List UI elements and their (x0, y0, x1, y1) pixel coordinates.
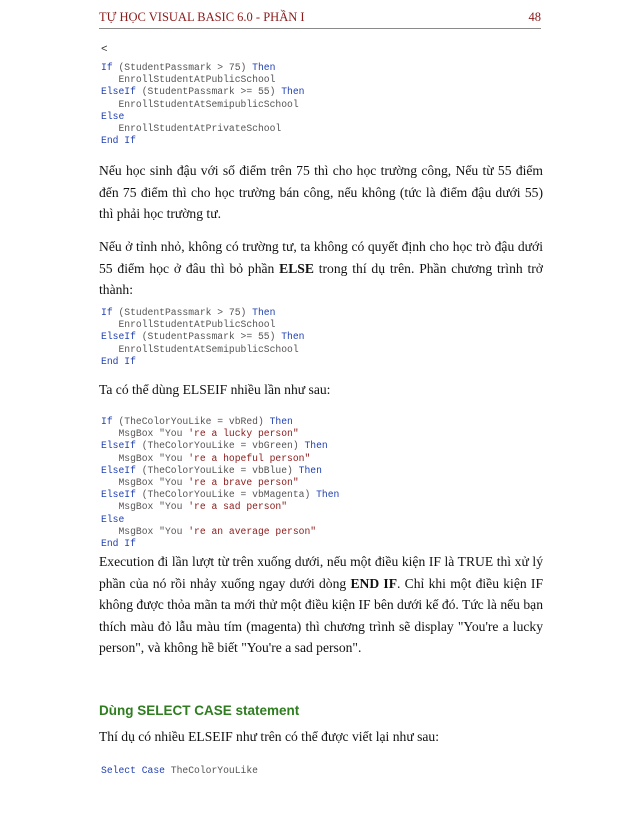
code-string: 're a brave person" (188, 476, 299, 488)
paragraph-2-text-a: Nếu ở tỉnh nhỏ, không có trường tư, ta không có quyết định cho học trò đậu dưới 55 điểm học ở đâu thì bỏ phần (99, 239, 543, 276)
code-keyword: If (101, 307, 113, 318)
code-line (101, 428, 339, 440)
code-text: (StudentPassmark > 75) (112, 62, 253, 73)
code-line (101, 319, 305, 331)
code-line (101, 514, 339, 526)
code-keyword: Select Case (101, 765, 165, 776)
code-line (101, 477, 339, 489)
keyword-else: ELSE (279, 260, 314, 276)
code-keyword: Then (281, 331, 305, 343)
code-line (101, 501, 339, 513)
section-heading: Dùng SELECT CASE statement (99, 703, 300, 718)
code-line (101, 489, 339, 501)
code-keyword: ElseIf (101, 440, 136, 452)
code-keyword: Then (281, 86, 305, 98)
code-string: 're an average person" (188, 525, 317, 537)
paragraph-2 (99, 236, 543, 301)
code-keyword: Then (304, 440, 328, 452)
paragraph-4-text-a: Execution đi lần lượt từ trên xuống dưới, nếu một điều kiện IF là TRUE thì xử lý phần của nó rồi nhảy xuống ngay dưới dòng (99, 554, 543, 591)
code-block-2 (101, 307, 305, 368)
code-line (101, 356, 305, 368)
paragraph-4 (99, 551, 543, 659)
code-text: EnrollStudentAtPublicSchool (101, 319, 276, 331)
keyword-end-if: END IF (350, 575, 398, 591)
code-keyword: Then (252, 307, 276, 318)
code-text: (TheColorYouLike = vbBlue) (135, 464, 299, 476)
stray-lt-symbol: < (101, 44, 108, 56)
code-line (101, 465, 339, 477)
code-keyword: If (101, 62, 113, 73)
code-keyword: End If (101, 537, 136, 549)
code-keyword: End If (101, 355, 136, 367)
code-line (101, 331, 305, 343)
code-string: 're a sad person" (188, 501, 288, 513)
code-text: (TheColorYouLike = vbRed) (112, 416, 270, 427)
code-text: EnrollStudentAtPrivateSchool (101, 122, 282, 134)
code-text: (TheColorYouLike = vbMagenta) (135, 489, 317, 501)
code-text: (StudentPassmark > 75) (112, 307, 253, 318)
code-text: TheColorYouLike (164, 765, 258, 776)
code-line (101, 453, 339, 465)
code-text: (TheColorYouLike = vbGreen) (135, 440, 305, 452)
header-title: TỰ HỌC VISUAL BASIC 6.0 - PHẦN I (99, 10, 305, 24)
code-line (101, 123, 305, 135)
code-text: EnrollStudentAtPublicSchool (101, 74, 276, 86)
code-keyword: ElseIf (101, 464, 136, 476)
code-text: MsgBox "You (101, 428, 189, 440)
code-line (101, 416, 339, 428)
code-keyword: ElseIf (101, 331, 136, 343)
code-keyword: ElseIf (101, 86, 136, 98)
code-keyword: Else (101, 513, 125, 525)
code-line (101, 135, 305, 147)
code-string: 're a hopeful person" (188, 452, 311, 464)
code-string: 're a lucky person" (188, 428, 299, 440)
paragraph-3: Ta có thể dùng ELSEIF nhiều lần như sau: (99, 382, 331, 397)
code-text: MsgBox "You (101, 452, 189, 464)
code-block-4 (101, 765, 258, 777)
code-keyword: Then (252, 62, 276, 73)
code-line (101, 538, 339, 550)
paragraph-2-text-b: trong thí dụ trên. Phần chương trình trở thành: (99, 260, 543, 297)
code-text: MsgBox "You (101, 476, 189, 488)
code-keyword: ElseIf (101, 489, 136, 501)
page-number: 48 (528, 10, 541, 24)
paragraph-4-text-b: . Chỉ khi một điều kiện IF không được thỏa mãn ta mới thử một điều kiện IF bên dưới kế đó. Tức là nếu bạn thích màu đỏ lẫu màu tím (magenta) thì chương trình sẽ display "You're a lucky person", và không hề biết "You're a sad person". (99, 575, 544, 655)
code-text: MsgBox "You (101, 501, 189, 513)
code-keyword: If (101, 416, 113, 427)
code-keyword: End If (101, 135, 136, 147)
page-header (99, 6, 541, 29)
code-block-3 (101, 416, 339, 550)
code-text: (StudentPassmark >= 55) (135, 331, 282, 343)
code-line (101, 440, 339, 452)
paragraph-5: Thí dụ có nhiều ELSEIF như trên có thể được viết lại như sau: (99, 729, 439, 744)
code-keyword: Then (316, 489, 340, 501)
code-text: (StudentPassmark >= 55) (135, 86, 282, 98)
paragraph-1: Nếu học sinh đậu với số điểm trên 75 thì cho học trường công, Nếu từ 55 điểm đến 75 điểm thì cho học trường bán công, nếu không (tức là điểm đậu dưới 55) thì phải học trường tư. (99, 163, 543, 221)
code-block-1 (101, 62, 305, 147)
code-keyword: Else (101, 110, 125, 122)
code-line (101, 526, 339, 538)
code-line (101, 344, 305, 356)
code-text: EnrollStudentAtSemipublicSchool (101, 343, 299, 355)
code-line (101, 307, 305, 319)
code-line (101, 86, 305, 98)
code-line (101, 99, 305, 111)
code-text: EnrollStudentAtSemipublicSchool (101, 98, 299, 110)
code-text: MsgBox "You (101, 525, 189, 537)
code-line (101, 111, 305, 123)
code-line (101, 74, 305, 86)
code-keyword: Then (269, 416, 293, 427)
code-line (101, 62, 305, 74)
code-keyword: Then (298, 464, 322, 476)
